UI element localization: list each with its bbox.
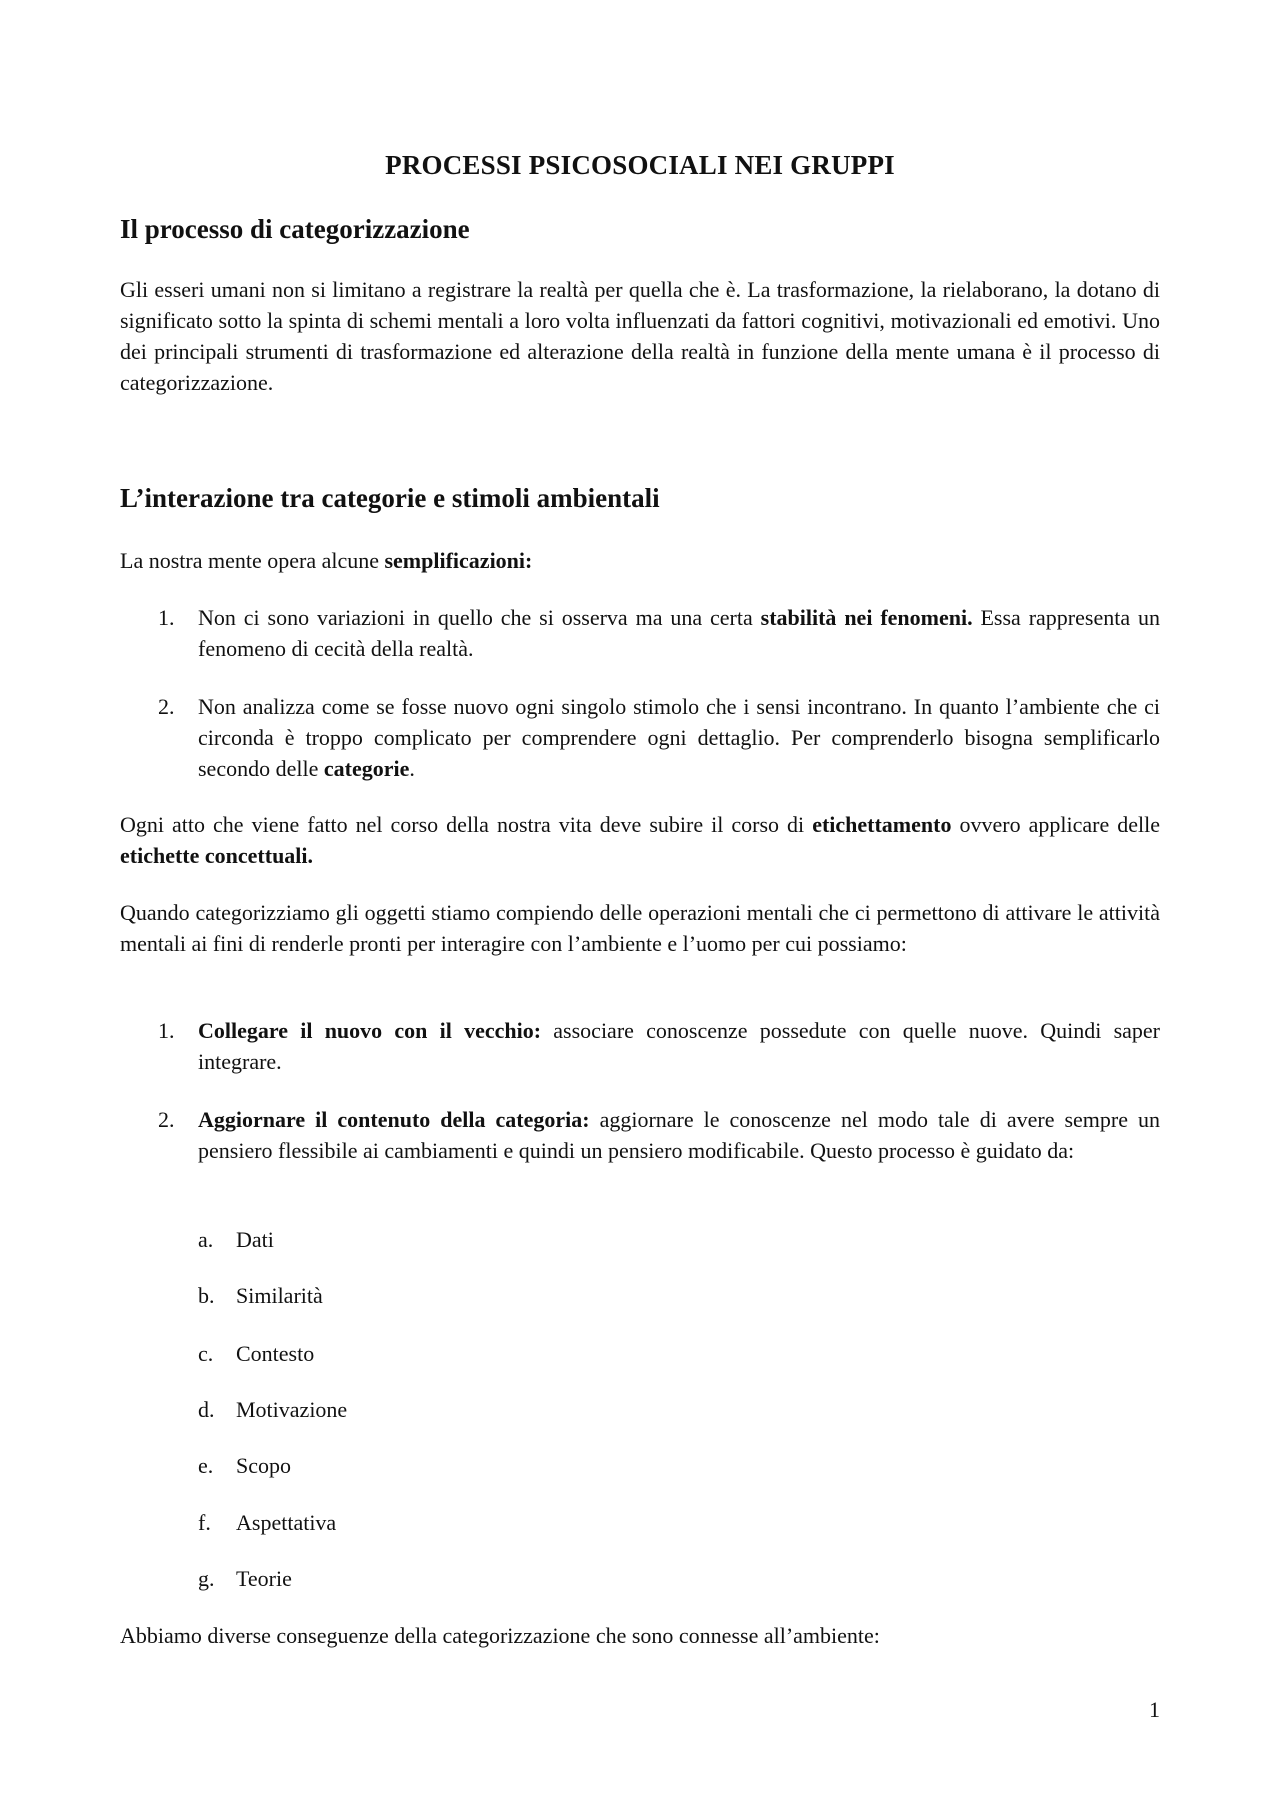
list1-item-2-bold: categorie bbox=[323, 756, 410, 781]
sublist-marker-e: e. bbox=[198, 1453, 214, 1478]
list1-item-1 bbox=[198, 602, 1160, 664]
list1-item-2-pre: Non analizza come se fosse nuovo ogni singolo stimolo che i sensi incontrano. In quanto l’ambiente che ci circonda è troppo complicato per comprendere ogni dettaglio. Per comprenderlo bisogna semplificarlo secondo delle bbox=[198, 694, 1160, 781]
sublist-marker-d: d. bbox=[198, 1397, 215, 1422]
list2-item-1-bold: Collegare il nuovo con il vecchio: bbox=[198, 1018, 542, 1043]
list2-item-2-text: aggiornare le conoscenze nel modo tale di avere sempre un pensiero flessibile ai cambiamenti e quindi un pensiero modificabile. Questo processo è guidato da: bbox=[198, 1107, 1161, 1163]
list2-item-1 bbox=[198, 1015, 1160, 1077]
list1-number-1: 1. bbox=[158, 605, 175, 630]
paragraph-categorizziamo: Quando categorizziamo gli oggetti stiamo compiendo delle operazioni mentali che ci permettono di attivare le attività mentali ai fini di renderle pronti per interagire con l’ambiente e l’uomo per cui possiamo: bbox=[120, 900, 1160, 956]
page-number: 1 bbox=[1149, 1697, 1160, 1722]
document-page bbox=[120, 0, 1160, 1811]
document-title: PROCESSI PSICOSOCIALI NEI GRUPPI bbox=[385, 150, 895, 180]
list1-item-1-pre: Non ci sono variazioni in quello che si osserva ma una certa bbox=[198, 605, 761, 630]
sublist-marker-g: g. bbox=[198, 1566, 215, 1591]
list1-item-2 bbox=[198, 691, 1160, 784]
list2-number-1: 1. bbox=[158, 1018, 175, 1043]
section-heading-interazione: L’interazione tra categorie e stimoli ambientali bbox=[120, 483, 660, 513]
list1-number-2: 2. bbox=[158, 694, 175, 719]
list1-item-1-bold: stabilità nei fenomeni. bbox=[760, 605, 973, 630]
para2-mid: ovvero applicare delle bbox=[951, 812, 1160, 837]
paragraph-etichettamento bbox=[120, 809, 1160, 871]
list2-number-2: 2. bbox=[158, 1107, 175, 1132]
sublist-item-scopo: Scopo bbox=[236, 1453, 291, 1478]
paragraph-conseguenze: Abbiamo diverse conseguenze della categorizzazione che sono connesse all’ambiente: bbox=[120, 1623, 880, 1648]
list2-item-2-bold: Aggiornare il contenuto della categoria: bbox=[198, 1107, 590, 1132]
para2-bold1: etichettamento bbox=[812, 812, 952, 837]
intro-text: La nostra mente opera alcune bbox=[120, 548, 385, 573]
paragraph-intro: Gli esseri umani non si limitano a registrare la realtà per quella che è. La trasformazione, la rielaborano, la dotano di significato sotto la spinta di schemi mentali a loro volta influenzati da fattori cognitivi, motivazionali ed emotivi. Uno dei principali strumenti di trasformazione ed alterazione della realtà in funzione della mente umana è il processo di categorizzazione. bbox=[120, 277, 1160, 395]
sublist-item-dati: Dati bbox=[236, 1227, 274, 1252]
list1-item-2-post: . bbox=[409, 756, 415, 781]
section-heading-categorizzazione: Il processo di categorizzazione bbox=[120, 214, 470, 244]
sublist-marker-c: c. bbox=[198, 1341, 214, 1366]
sublist-item-similarita: Similarità bbox=[236, 1283, 323, 1308]
sublist-marker-f: f. bbox=[198, 1510, 211, 1535]
paragraph-semplificazioni bbox=[120, 545, 1160, 576]
intro-bold: semplificazioni: bbox=[384, 548, 533, 573]
sublist-item-contesto: Contesto bbox=[236, 1341, 315, 1366]
para2-bold2: etichette concettuali. bbox=[120, 843, 314, 868]
sublist-marker-a: a. bbox=[198, 1227, 214, 1252]
sublist-item-motivazione: Motivazione bbox=[236, 1397, 348, 1422]
list2-item-1-text: associare conoscenze possedute con quelle nuove. Quindi saper integrare. bbox=[198, 1018, 1160, 1074]
sublist-marker-b: b. bbox=[198, 1283, 215, 1308]
sublist-item-teorie: Teorie bbox=[236, 1566, 292, 1591]
list2-item-2 bbox=[198, 1104, 1160, 1166]
sublist-item-aspettativa: Aspettativa bbox=[236, 1510, 337, 1535]
list1-item-1-post: Essa rappresenta un fenomeno di cecità della realtà. bbox=[198, 605, 1160, 661]
para2-pre: Ogni atto che viene fatto nel corso della nostra vita deve subire il corso di bbox=[120, 812, 813, 837]
